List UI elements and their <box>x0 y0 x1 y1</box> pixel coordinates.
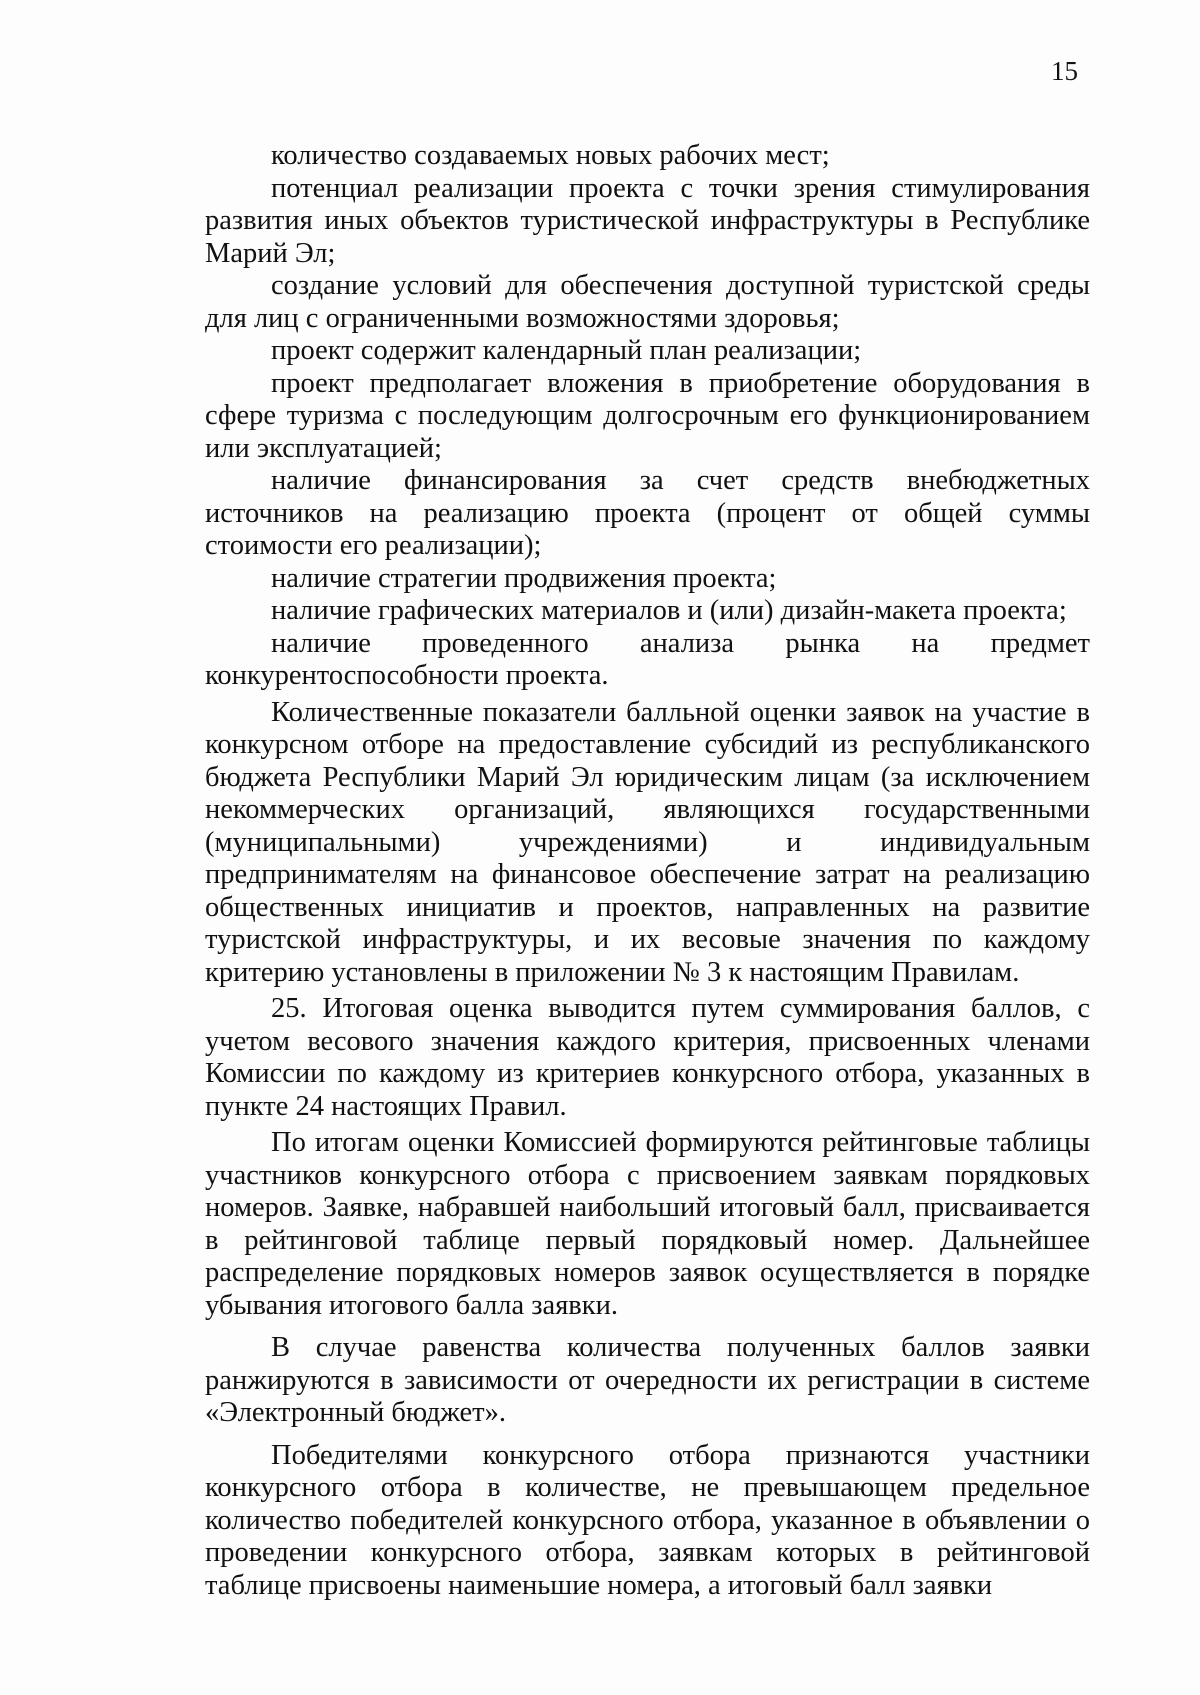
paragraph-infrastructure-potential: потенциал реализации проекта с точки зрения стимулирования развития иных объектов туристической инфраструктуры в Республике Марий Эл; <box>205 172 1090 269</box>
paragraph-new-jobs: количество создаваемых новых рабочих мест; <box>271 140 830 171</box>
paragraph-rating-tables: По итогам оценки Комиссией формируются рейтинговые таблицы участников конкурсного отбора с присвоением заявкам порядковых номеров. Заявке, набравшей наибольший итоговый балл, присваивается в рейтинговой таблице первый порядковый номер. Дальнейшее распределение порядковых номеров заявок осуществляется в порядке убывания итогового балла заявки. <box>205 1127 1090 1321</box>
paragraph-graphic-materials: наличие графических материалов и (или) дизайн-макета проекта; <box>271 595 1067 626</box>
paragraph-final-score: 25. Итоговая оценка выводится путем суммирования баллов, с учетом весового значения каждого критерия, присвоенных членами Комиссии по каждому из критериев конкурсного отбора, указанных в пункте 24 настоящих Правил. <box>205 993 1090 1122</box>
paragraph-extrabudgetary-funding: наличие финансирования за счет средств внебюджетных источников на реализацию проекта (процент от общей суммы стоимости его реализации); <box>205 465 1090 561</box>
paragraph-calendar-plan: проект содержит календарный план реализации; <box>271 335 862 366</box>
paragraph-equipment-investment: проект предполагает вложения в приобретение оборудования в сфере туризма с последующим долгосрочным его функционированием или эксплуатацией; <box>205 367 1090 464</box>
document-body <box>205 140 1090 1602</box>
paragraph-quantitative-indicators: Количественные показатели балльной оценки заявок на участие в конкурсном отборе на предоставление субсидий из республиканского бюджета Республики Марий Эл юридическим лицам (за исключением некоммерческих организаций, являющихся государственными (муниципальными) учреждениями) и индивидуальным предпринимателям на финансовое обеспечение затрат на реализацию общественных инициатив и проектов, направленных на развитие туристской инфраструктуры, и их весовые значения по каждому критерию установлены в приложении № 3 к настоящим Правилам. <box>205 696 1090 988</box>
page-number: 15 <box>1051 56 1078 86</box>
paragraph-winners: Победителями конкурсного отбора признаются участники конкурсного отбора в количестве, не превышающем предельное количество победителей конкурсного отбора, указанное в объявлении о проведении конкурсного отбора, заявкам которых в рейтинговой таблице присвоены наименьшие номера, а итоговый балл заявки <box>205 1439 1090 1601</box>
paragraph-accessible-environment: создание условий для обеспечения доступной туристской среды для лиц с ограниченными возможностями здоровья; <box>205 270 1090 334</box>
paragraph-promotion-strategy: наличие стратегии продвижения проекта; <box>271 562 777 594</box>
paragraph-equal-scores: В случае равенства количества полученных баллов заявки ранжируются в зависимости от очередности их регистрации в системе «Электронный бюджет». <box>205 1332 1090 1428</box>
paragraph-market-analysis: наличие проведенного анализа рынка на предмет конкурентоспособности проекта. <box>205 627 1090 691</box>
